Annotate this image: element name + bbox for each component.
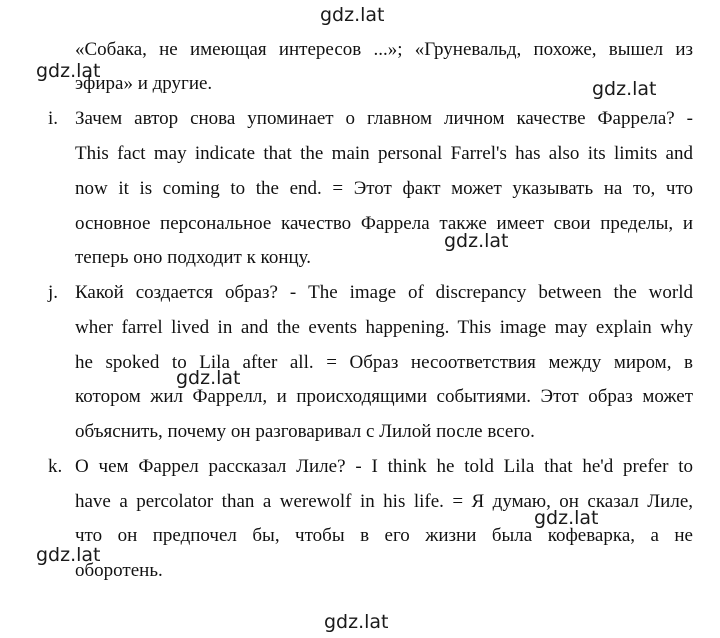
item-line: котором жил Фаррелл, и происходящими событиями. Этот образ может (75, 386, 693, 407)
item-line: что он предпочел бы, чтобы в его жизни была кофеварка, а не (75, 525, 693, 546)
item-line: оборотень. (75, 560, 163, 581)
watermark: gdz.lat (534, 507, 599, 529)
watermark: gdz.lat (176, 367, 241, 389)
item-line: объяснить, почему он разговаривал с Лилой после всего. (75, 421, 535, 442)
item-line: Какой создается образ? - The image of discrepancy between the world (75, 282, 693, 303)
watermark: gdz.lat (592, 78, 657, 100)
intro-line: эфира» и другие. (75, 73, 213, 94)
watermark: gdz.lat (320, 4, 385, 26)
item-marker: i. (48, 108, 59, 129)
item-line: О чем Фаррел рассказал Лиле? - I think he told Lila that he'd prefer to (75, 456, 693, 477)
item-line: now it is coming to the end. = Этот факт может указывать на то, что (75, 178, 693, 199)
watermark: gdz.lat (36, 544, 101, 566)
item-line: wher farrel lived in and the events happening. This image may explain why (75, 317, 693, 338)
item-line: теперь оно подходит к концу. (75, 247, 312, 268)
item-line: основное персональное качество Фаррела также имеет свои пределы, и (75, 213, 693, 234)
item-line: he spoked to Lila after all. = Образ несоответствия между миром, в (75, 352, 693, 373)
watermark: gdz.lat (36, 60, 101, 82)
item-line: have a percolator than a werewolf in his life. = Я думаю, он сказал Лиле, (75, 491, 693, 512)
intro-line: «Собака, не имеющая интересов ...»; «Груневальд, похоже, вышел из (75, 39, 693, 60)
watermark: gdz.lat (324, 611, 389, 633)
item-line: This fact may indicate that the main personal Farrel's has also its limits and (75, 143, 693, 164)
item-line: Зачем автор снова упоминает о главном личном качестве Фаррела? - (75, 108, 693, 129)
item-marker: j. (48, 282, 59, 303)
item-marker: k. (48, 456, 63, 477)
watermark: gdz.lat (444, 230, 509, 252)
